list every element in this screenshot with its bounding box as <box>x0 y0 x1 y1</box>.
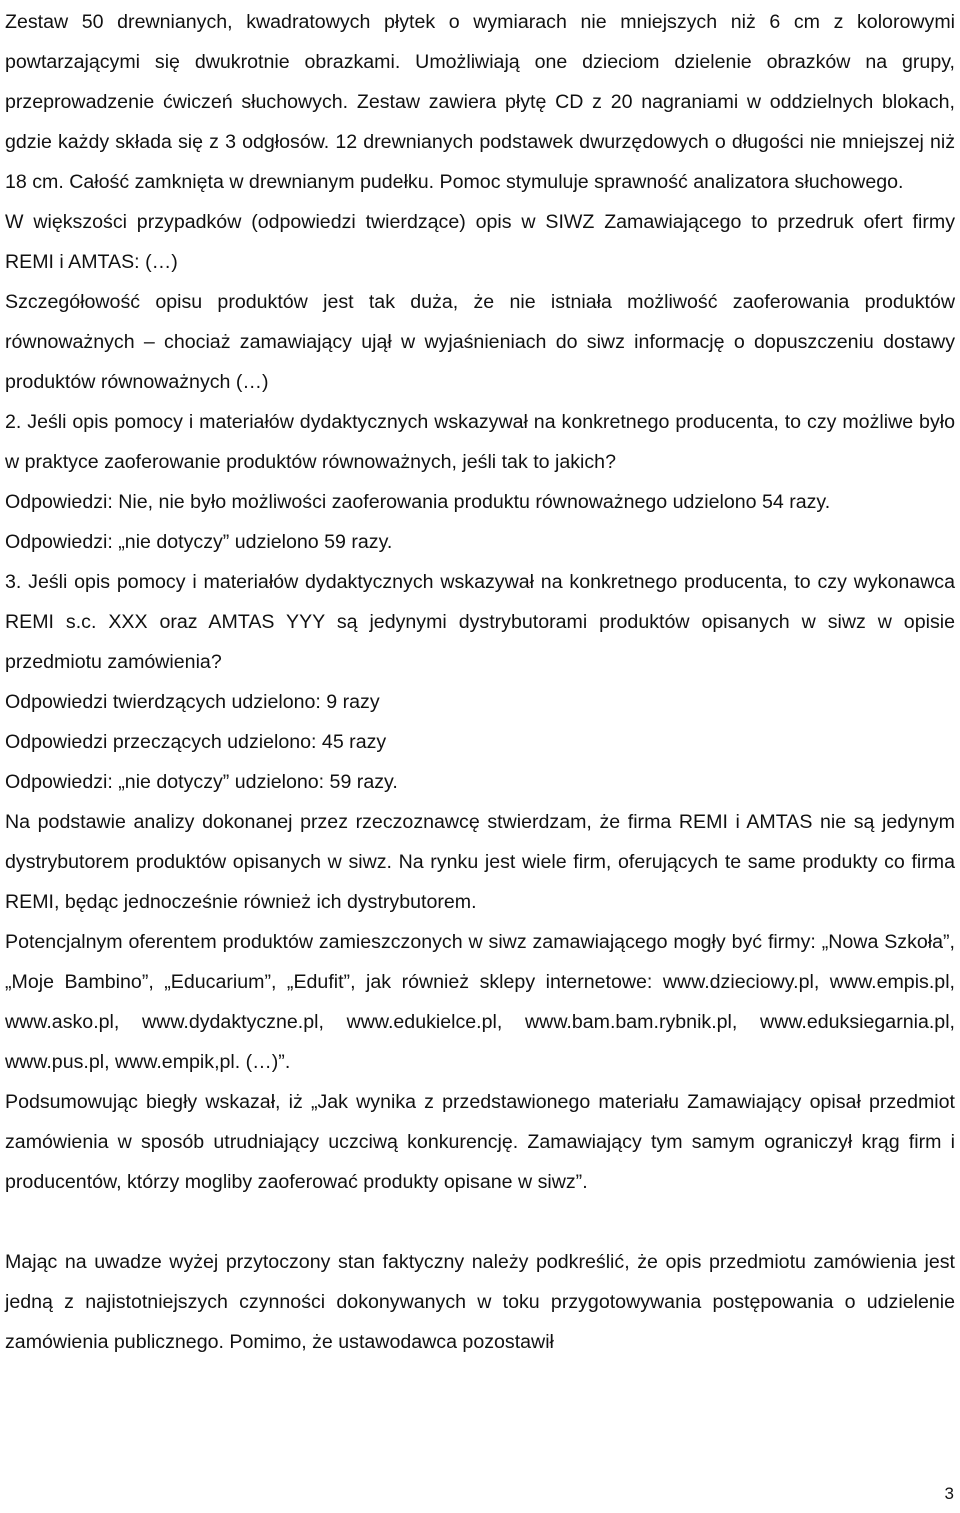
page-number: 3 <box>944 1484 954 1503</box>
paragraph-answers-negative: Odpowiedzi przeczących udzielono: 45 razy <box>5 731 387 753</box>
paragraph-detail-level: Szczegółowość opisu produktów jest tak duża, że nie istniała możliwość zaoferowania produktów równoważnych – chociaż zamawiający ujął w wyjaśnieniach do siwz informację o dopuszczeniu dostawy produktów równoważnych (…) <box>5 291 955 393</box>
paragraph-question-2: 2. Jeśli opis pomocy i materiałów dydaktycznych wskazywał na konkretnego producenta, to czy możliwe było w praktyce zaoferowanie produktów równoważnych, jeśli tak to jakich? <box>5 411 955 473</box>
paragraph-question-3: 3. Jeśli opis pomocy i materiałów dydaktycznych wskazywał na konkretnego producenta, to czy wykonawca REMI s.c. XXX oraz AMTAS YYY są jedynymi dystrybutorami produktów opisanych w siwz w opisie przedmiotu zamówienia? <box>5 571 955 673</box>
paragraph-potential-bidders: Potencjalnym oferentem produktów zamieszczonych w siwz zamawiającego mogły być firmy: „Nowa Szkoła”, „Moje Bambino”, „Educarium”, „Edufit”, jak również sklepy internetowe: www.dzieciowy.pl, www.empis.pl, www.asko.pl, www.dydaktyczne.pl, www.edukielce.pl, www.bam.bam.rybnik.pl, www.eduksiegarnia.pl, www.pus.pl, www.empik,pl. (…)”. <box>5 931 955 1073</box>
paragraph-answers-affirmative: Odpowiedzi twierdzących udzielono: 9 razy <box>5 691 380 713</box>
paragraph-siwz-reprint: W większości przypadków (odpowiedzi twierdzące) opis w SIWZ Zamawiającego to przedruk ofert firmy REMI i AMTAS: (…) <box>5 211 955 273</box>
document-body <box>5 2 955 1362</box>
paragraph-conclusion: Mając na uwadze wyżej przytoczony stan faktyczny należy podkreślić, że opis przedmiotu zamówienia jest jedną z najistotniejszych czynności dokonywanych w toku przygotowywania postępowania o udzielenie zamówienia publicznego. Pomimo, że ustawodawca pozostawił <box>5 1251 955 1353</box>
paragraph-answer-not-applicable: Odpowiedzi: „nie dotyczy” udzielono 59 razy. <box>5 531 393 553</box>
paragraph-spacer <box>5 1202 955 1242</box>
paragraph-answers-not-applicable: Odpowiedzi: „nie dotyczy” udzielono: 59 razy. <box>5 771 398 793</box>
paragraph-answer-no: Odpowiedzi: Nie, nie było możliwości zaoferowania produktu równoważnego udzielono 54 razy. <box>5 491 831 513</box>
paragraph-product-description: Zestaw 50 drewnianych, kwadratowych płytek o wymiarach nie mniejszych niż 6 cm z kolorowymi powtarzającymi się dwukrotnie obrazkami. Umożliwiają one dzieciom dzielenie obrazków na grupy, przeprowadzenie ćwiczeń słuchowych. Zestaw zawiera płytę CD z 20 nagraniami w oddzielnych blokach, gdzie każdy składa się z 3 odgłosów. 12 drewnianych podstawek dwurzędowych o długości nie mniejszej niż 18 cm. Całość zamknięta w drewnianym pudełku. Pomoc stymuluje sprawność analizatora słuchowego. <box>5 11 955 193</box>
paragraph-expert-summary: Podsumowując biegły wskazał, iż „Jak wynika z przedstawionego materiału Zamawiający opisał przedmiot zamówienia w sposób utrudniający uczciwą konkurencję. Zamawiający tym samym ograniczył krąg firm i producentów, którzy mogliby zaoferować produkty opisane w siwz”. <box>5 1091 955 1193</box>
paragraph-expert-analysis: Na podstawie analizy dokonanej przez rzeczoznawcę stwierdzam, że firma REMI i AMTAS nie są jedynym dystrybutorem produktów opisanych w siwz. Na rynku jest wiele firm, oferujących te same produkty co firma REMI, będąc jednocześnie również ich dystrybutorem. <box>5 811 955 913</box>
